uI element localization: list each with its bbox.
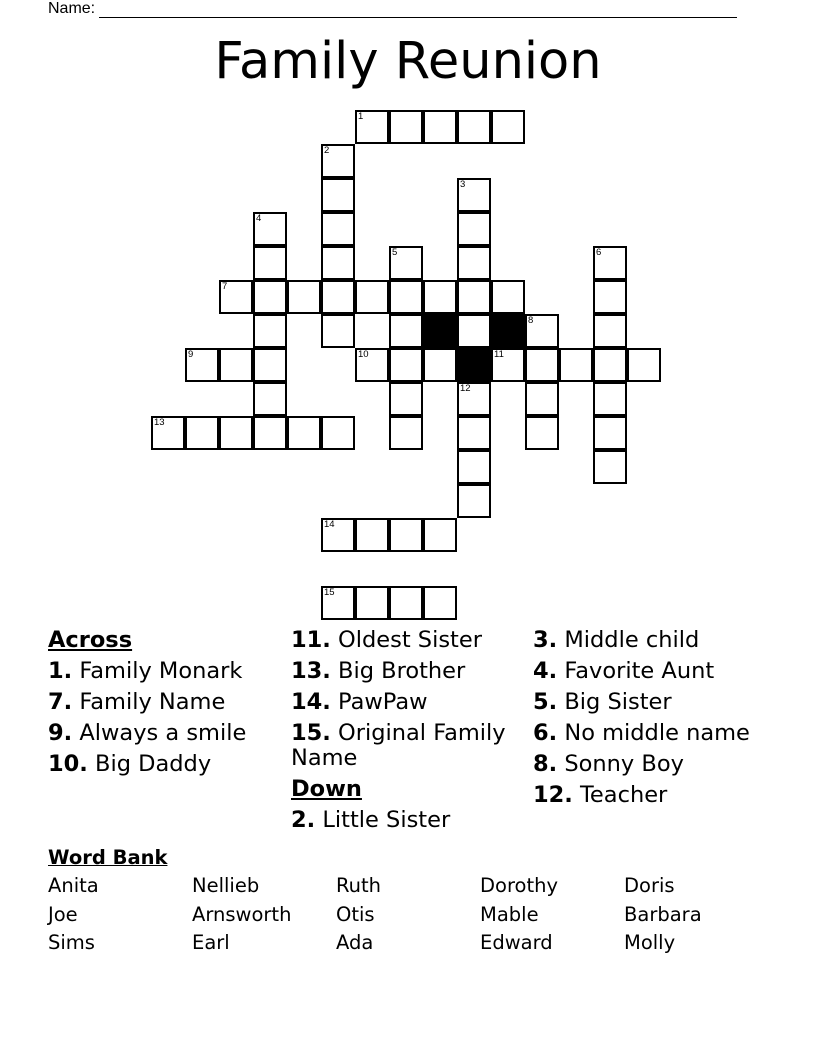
grid-cell[interactable] [355, 586, 389, 620]
word-bank-item: Otis [336, 902, 375, 926]
grid-cell[interactable] [423, 280, 457, 314]
grid-cell[interactable] [457, 280, 491, 314]
grid-cell[interactable] [321, 144, 355, 178]
grid-cell[interactable] [457, 416, 491, 450]
grid-cell[interactable] [253, 416, 287, 450]
grid-cell[interactable] [185, 416, 219, 450]
grid-block [423, 314, 457, 348]
grid-cell[interactable] [389, 110, 423, 144]
clue-number: 12. [533, 782, 573, 808]
grid-cell[interactable] [219, 280, 253, 314]
clue-text: Always a smile [79, 720, 247, 746]
grid-cell[interactable] [457, 178, 491, 212]
clue-down-2 [291, 808, 521, 833]
grid-cell[interactable] [185, 348, 219, 382]
clue-number: 7. [48, 689, 73, 715]
grid-cell[interactable] [253, 280, 287, 314]
clue-down-12 [533, 783, 763, 808]
grid-cell[interactable] [525, 314, 559, 348]
grid-cell[interactable] [389, 586, 423, 620]
grid-cell[interactable] [253, 382, 287, 416]
clue-down-6 [533, 721, 763, 746]
grid-cell[interactable] [491, 348, 525, 382]
clue-across-10 [48, 752, 278, 777]
grid-cell[interactable] [151, 416, 185, 450]
grid-cell[interactable] [355, 280, 389, 314]
name-label: Name: [48, 0, 96, 17]
clue-text: Family Monark [79, 658, 243, 684]
grid-cell[interactable] [321, 586, 355, 620]
clue-number: 9. [48, 720, 73, 746]
clue-number: 2. [291, 807, 316, 833]
clue-text: Teacher [580, 782, 668, 808]
word-bank-item: Barbara [624, 902, 702, 926]
clue-number-label: 13 [154, 417, 165, 428]
grid-cell[interactable] [593, 280, 627, 314]
grid-cell[interactable] [593, 314, 627, 348]
clue-number-label: 8 [528, 315, 534, 326]
grid-cell[interactable] [457, 314, 491, 348]
word-bank-item: Sims [48, 931, 95, 954]
grid-cell[interactable] [355, 518, 389, 552]
grid-cell[interactable] [593, 246, 627, 280]
word-bank-item: Ada [336, 931, 374, 954]
clue-across-15 [291, 721, 521, 771]
grid-cell[interactable] [355, 110, 389, 144]
grid-cell[interactable] [287, 280, 321, 314]
grid-cell[interactable] [593, 348, 627, 382]
grid-cell[interactable] [457, 450, 491, 484]
grid-cell[interactable] [253, 246, 287, 280]
grid-cell[interactable] [389, 280, 423, 314]
grid-cell[interactable] [423, 110, 457, 144]
clue-across-14 [291, 690, 521, 715]
grid-cell[interactable] [423, 518, 457, 552]
word-bank-item: Mable [480, 902, 539, 926]
word-bank-item: Nellieb [192, 874, 260, 897]
clue-text: Big Sister [564, 689, 672, 715]
grid-cell[interactable] [457, 110, 491, 144]
grid-cell[interactable] [423, 348, 457, 382]
clue-column-1 [48, 628, 278, 783]
clue-number-label: 4 [256, 213, 262, 224]
name-field[interactable] [48, 0, 737, 18]
clue-number: 15. [291, 720, 331, 746]
clue-number-label: 7 [222, 281, 228, 292]
word-bank-item: Edward [480, 931, 553, 954]
word-bank [48, 874, 768, 960]
clue-across-11 [291, 628, 521, 653]
grid-cell[interactable] [321, 178, 355, 212]
clue-down-8 [533, 752, 763, 777]
grid-cell[interactable] [457, 382, 491, 416]
clue-text: Original Family Name [291, 720, 506, 771]
clue-number: 4. [533, 658, 558, 684]
clue-number-label: 1 [358, 111, 364, 122]
clue-number: 10. [48, 751, 88, 777]
grid-cell[interactable] [389, 314, 423, 348]
grid-cell[interactable] [389, 518, 423, 552]
grid-cell[interactable] [321, 280, 355, 314]
clue-number-label: 11 [494, 349, 504, 360]
grid-block [457, 348, 491, 382]
grid-cell[interactable] [491, 280, 525, 314]
grid-cell[interactable] [389, 382, 423, 416]
grid-cell[interactable] [219, 416, 253, 450]
grid-cell[interactable] [457, 212, 491, 246]
clue-down-3 [533, 628, 763, 653]
grid-cell[interactable] [525, 416, 559, 450]
clue-text: Oldest Sister [338, 627, 482, 653]
clue-number: 8. [533, 751, 558, 777]
grid-cell[interactable] [457, 246, 491, 280]
clue-number: 3. [533, 627, 558, 653]
clue-number: 6. [533, 720, 558, 746]
clue-text: Sonny Boy [564, 751, 684, 777]
clue-number-label: 14 [324, 519, 335, 530]
clue-down-5 [533, 690, 763, 715]
grid-cell[interactable] [219, 348, 253, 382]
grid-cell[interactable] [627, 348, 661, 382]
clue-column-2 [291, 628, 521, 839]
grid-cell[interactable] [287, 416, 321, 450]
word-bank-heading: Word Bank [48, 846, 168, 869]
grid-cell[interactable] [423, 586, 457, 620]
across-heading: Across [48, 627, 133, 653]
grid-cell[interactable] [253, 348, 287, 382]
clue-number: 11. [291, 627, 331, 653]
grid-cell[interactable] [491, 110, 525, 144]
clue-number-label: 10 [358, 349, 369, 360]
clue-number: 5. [533, 689, 558, 715]
clue-number-label: 9 [188, 349, 194, 360]
word-bank-item: Dorothy [480, 874, 559, 897]
grid-cell[interactable] [525, 348, 559, 382]
clue-down-4 [533, 659, 763, 684]
grid-cell[interactable] [321, 314, 355, 348]
word-bank-item: Arnsworth [192, 902, 292, 926]
name-underline [99, 3, 737, 18]
clue-across-1 [48, 659, 278, 684]
grid-cell[interactable] [321, 518, 355, 552]
grid-block [491, 314, 525, 348]
clue-text: PawPaw [338, 689, 428, 715]
down-heading: Down [291, 776, 362, 802]
grid-cell[interactable] [321, 212, 355, 246]
puzzle-title: Family Reunion [214, 32, 602, 91]
clue-text: Favorite Aunt [564, 658, 715, 684]
clue-across-7 [48, 690, 278, 715]
word-bank-item: Joe [48, 902, 78, 926]
grid-cell[interactable] [593, 416, 627, 450]
word-bank-item: Molly [624, 931, 676, 954]
grid-cell[interactable] [253, 212, 287, 246]
clue-text: Little Sister [322, 807, 451, 833]
grid-cell[interactable] [253, 314, 287, 348]
clue-number-label: 15 [324, 587, 335, 598]
clue-text: Family Name [79, 689, 226, 715]
clue-number: 1. [48, 658, 73, 684]
word-bank-item: Anita [48, 874, 99, 897]
word-bank-item: Doris [624, 874, 675, 897]
grid-cell[interactable] [559, 348, 593, 382]
clue-text: Middle child [564, 627, 700, 653]
word-bank-item: Ruth [336, 874, 382, 897]
clue-number: 13. [291, 658, 331, 684]
grid-cell[interactable] [389, 246, 423, 280]
grid-cell[interactable] [321, 416, 355, 450]
clue-across-13 [291, 659, 521, 684]
grid-cell[interactable] [355, 348, 389, 382]
clue-number-label: 2 [324, 145, 330, 156]
grid-cell[interactable] [321, 246, 355, 280]
grid-cell[interactable] [389, 348, 423, 382]
clue-text: Big Brother [338, 658, 466, 684]
clue-text: Big Daddy [95, 751, 212, 777]
clue-across-9 [48, 721, 278, 746]
word-bank-item: Earl [192, 931, 230, 954]
grid-cell[interactable] [457, 484, 491, 518]
grid-cell[interactable] [593, 382, 627, 416]
clue-column-3 [533, 628, 763, 814]
clue-number-label: 5 [392, 247, 398, 258]
clue-number: 14. [291, 689, 331, 715]
grid-cell[interactable] [389, 416, 423, 450]
clue-number-label: 12 [460, 383, 471, 394]
clue-number-label: 3 [460, 179, 466, 190]
grid-cell[interactable] [593, 450, 627, 484]
clue-text: No middle name [564, 720, 750, 746]
grid-cell[interactable] [525, 382, 559, 416]
clue-number-label: 6 [596, 247, 602, 258]
